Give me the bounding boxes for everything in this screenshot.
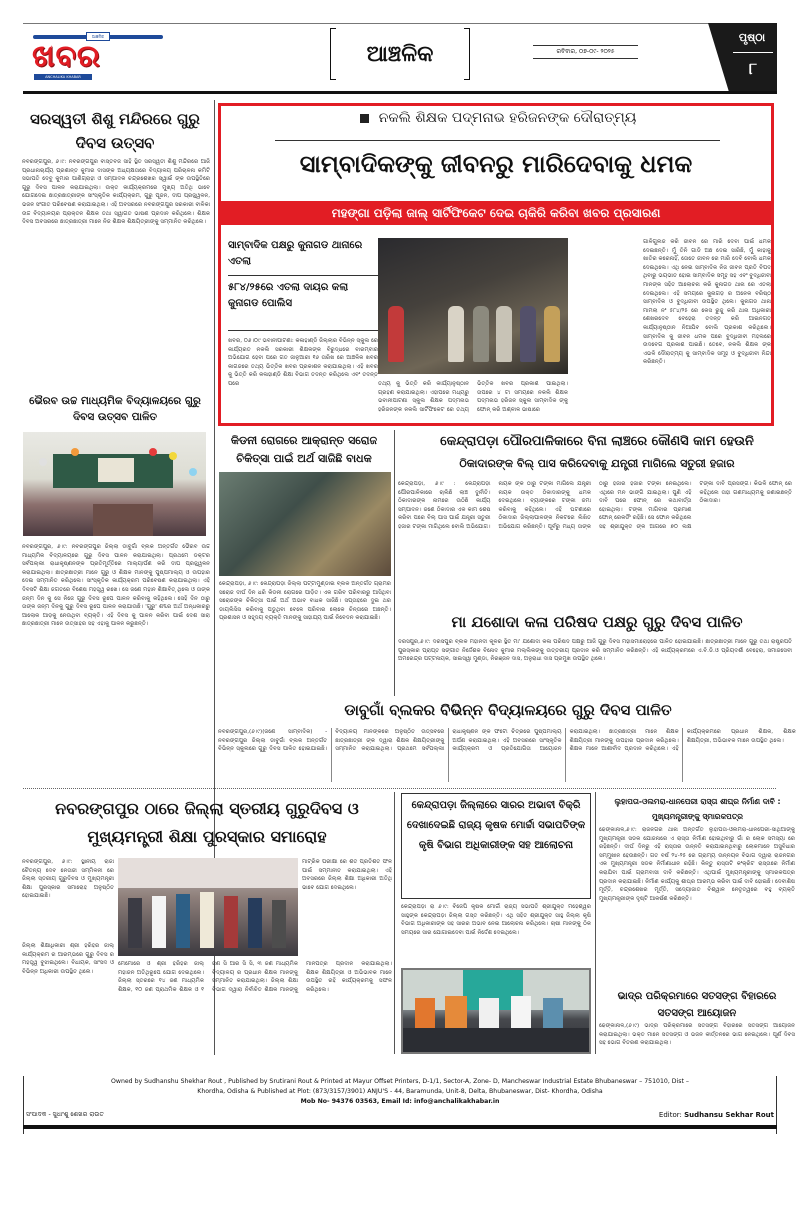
column-divider xyxy=(394,792,395,1054)
balloon xyxy=(169,452,177,460)
logo-wordmark: ଖବର xyxy=(32,39,101,74)
lead-kicker-text: ନକଲି ଶିକ୍ଷକ ପଦ୍ମନାଭ ହରିଜନଙ୍କ ଦୌରାତ୍ମ୍ୟ xyxy=(378,110,637,126)
article-body: ଢେଙ୍କାନାଳ,୬।୯: ରାଜନଗର ଥାନା ଅନ୍ତର୍ଗତ ଲୁହାପତା-ଓଲମରା-ଧାନପେରୀ-ସାଥିଆଙ୍କୁ ମୁଖ୍ୟମନ୍ତ୍ରୀ ସଡକ ଯୋଜନାରେ ଏ ରାସ୍ତା ନିର୍ମାଣ ହୋଇଥିବାରୁ ଗାଁ ର ଲୋକ ସମସ୍ୟା ରେ ରହିଛନ୍ତି। ଦୀର୍ଘ ଦିନରୁ ଏହି ରାସ୍ତାର ଉନ୍ନତି କରାଯାଇନଥିବାରୁ ଲୋକମାନେ ଅସୁବିଧାର ସମ୍ମୁଖୀନ ହେଉଛନ୍ତି। ଗତ ବର୍ଷ ୨୪-୨୫ ରେ ଗ୍ରାମ୍ୟ ଉନ୍ନୟନ ବିଭାଗ ଦ୍ୱାରା ରାଜନଗର ଏକ ମୁଖ୍ୟମନ୍ତ୍ରୀ ସଡକ ନିର୍ମାଣାଧୀନ ରହିଛି। କିନ୍ତୁ ରାସ୍ତାଟି କଂକ୍ରିଟ ରାସ୍ତାରେ ନିର୍ମାଣ କରାଯିବା ପାଇଁ ଗ୍ରାମବାସୀ ଦାବି କରିଛନ୍ତି। ଏଥିପାଇଁ ମୁଖ୍ୟମନ୍ତ୍ରୀଙ୍କୁ ସ୍ମାରକପତ୍ର ପ୍ରଦାନ କରାଯାଇଛି। ନିର୍ମାଣ କାର୍ଯ୍ୟକୁ ଶୀଘ୍ର ଆରମ୍ଭ କରିବା ପାଇଁ ଦାବି ହୋଇଛି। ଦେବାଶିଷ ମୂର୍ତ୍ତି, ଚନ୍ଦ୍ରଶେଖର ମୂର୍ତ୍ତି, ସଦ୍ୟୋଜାତ ବିଶ୍ୱାଳ ନେତୃତ୍ୱରେ ବହୁ ବ୍ୟକ୍ତି ମୁଖ୍ୟମନ୍ତ୍ରୀଙ୍କ ଦୃଷ୍ଟି ଆକର୍ଷଣ କରିଛନ୍ତି। xyxy=(599,827,795,902)
newspaper-logo[interactable] xyxy=(28,32,168,80)
person-figure xyxy=(176,894,190,948)
article-body: କେନ୍ଦ୍ରାପଡ଼ା, ୬।୯: କେନ୍ଦ୍ରାପଡ଼ା ଜିଲ୍ଲା ପଟ୍ଟାମୁଣ୍ଡାଇ ବ୍ଲକ ଅନ୍ତର୍ଗତ ଗ୍ରାମର ସରୋଜ ଦୀର୍ଘ ଦିନ ଧରି କିଡନୀ ରୋଗରେ ପୀଡ଼ିତ। ଏକ ଗରିବ ପରିବାରରୁ ଆସିଥିବା ସରୋଜଙ୍କ ଚିକିତ୍ସା ପାଇଁ ଅର୍ଥ ଅଭାବ ବାଧକ ସାଜିଛି। ସପ୍ତାହରେ ଦୁଇ ଥର ଡାୟଲିସିସ କରିବାକୁ ପଡୁଥିବା ବେଳେ ପରିବାର ଲୋକେ ଚିନ୍ତାରେ ଅଛନ୍ତି। ପ୍ରଶାସନ ଓ ସହୃଦୟ ବ୍ୟକ୍ତି ମାନଙ୍କୁ ସାହାଯ୍ୟ ପାଇଁ ନିବେଦନ କରାଯାଇଛି। xyxy=(219,581,391,622)
backdrop xyxy=(118,858,298,888)
table xyxy=(403,1028,589,1052)
balloon xyxy=(39,458,47,466)
section-divider xyxy=(23,788,777,789)
banner xyxy=(98,458,134,482)
person-figure xyxy=(479,998,499,1032)
person-figure xyxy=(520,306,536,362)
article-headline[interactable]: କେନ୍ଦ୍ରାପଡ଼ା ଜିଲ୍ଲାରେ ସାରର ଅଭାବୀ ବିକ୍ରି ଦେଖାଦେଇଛି ରାଜ୍ୟ କୃଷକ ମୋର୍ଚ୍ଚା ସଭାପତିଙ୍କ କୃଷି ବିଭାଗ ଅଧିକାରୀଙ୍କ ସହ ଆଲୋଚନା xyxy=(406,800,586,851)
masthead-bottom-rule xyxy=(23,91,777,94)
logo-tag: ଆଞ୍ଚଳିକ xyxy=(86,32,110,41)
article-headline[interactable]: କେନ୍ଦ୍ରାପଡ଼ା ପୌରପାଳିକାରେ ବିନା ଲାଞ୍ଚରେ କୌଣସି କାମ ହେଉନି xyxy=(440,434,754,449)
bullet-square-icon xyxy=(360,114,369,123)
page-number: ୮ xyxy=(748,59,758,78)
article-body: ଢେଙ୍କାନାଳ,(୬।୯) ଭାଦ୍ର ପରିକ୍ରମାରେ ସତସଙ୍ଗ ବିହାରରେ ସତସଙ୍ଗ ଆୟୋଜନ କରାଯାଇଥିଲା। ଭକ୍ତ ମାନେ ସତସଙ୍ଗ ଓ ଭଜନ କୀର୍ତ୍ତନରେ ଭାଗ ନେଇଥିଲେ। ପୂର୍ଣ ଦିବସ ସହ ଭୋଗ ବିତରଣ କରାଯାଇଥିଲା। xyxy=(599,1023,795,1047)
page-divider xyxy=(733,52,773,53)
lead-subhead: ସାମ୍ବାଦିକ ପକ୍ଷରୁ କୁନାଗଡ ଥାନାରେ ଏତଲା xyxy=(228,240,363,267)
section-bracket-right xyxy=(464,28,470,80)
lead-subhead: ୫୮୪/୨୫ରେ ଏତଲା ଦାୟର କଲା କୁନାଗଡ ପୋଲିସ xyxy=(228,282,349,309)
editor-name: Sudhansu Sekhar Rout xyxy=(684,1111,774,1119)
lead-body: ଖବର, ୦୬।୦୯ ଭବାନୀପାଟଣା: କଳାହାଣ୍ଡି ଜିଲ୍ଲାର ବିଭିନ୍ନ ସ୍କୁଲ ରେ କାର୍ଯ୍ୟରତ ନକଲି ସରକାରୀ ଶିକ୍ଷକଙ୍କ ବିରୁଦ୍ଧରେ ବାରମ୍ବାର ଅଭିଯୋଗ ହେବା ପରେ ଗତ ଜାନୁଆରୀ ୧୬ ତାରିଖ ରେ ଆଞ୍ଚଳିକ ଖବର କାଗଜରେ ତଥ୍ୟ ଭିତ୍ତିକ ଖବର ପ୍ରକାଶନ କରାଯାଇଥିଲା। ଏହି ଖବର କୁ ଭିତ୍ତି କରି କଳାହାଣ୍ଡି ଶିକ୍ଷା ବିଭାଗ ତଦନ୍ତ କରିଥିଲେ ଏବଂ ତଦନ୍ତ ପରେ xyxy=(228,338,378,387)
lead-photo-group xyxy=(378,238,568,374)
ceremony-illustration xyxy=(118,858,298,956)
article-headline[interactable]: ନବରଙ୍ଗପୁର ଠାରେ ଜିଲ୍ଲା ସ୍ତରୀୟ ଗୁରୁଦିବସ ଓ ମୁଖ୍ୟମନ୍ତ୍ରୀ ଶିକ୍ଷା ପୁରସ୍କାର ସମାରୋହ xyxy=(55,799,359,846)
lead-headline[interactable]: ସାମ୍ବାଦିକଙ୍କୁ ଜୀବନରୁ ମାରିଦେବାକୁ ଧମକ xyxy=(299,150,693,178)
imprint-line: Owned by Sudhanshu Shekhar Rout , Published by Srutirani Rout & Printed at Mayur Offset Printers, D-1/1, Sector-A, Zone- D, Mancheswar Industrial Estate Bhubaneswar – 751010, Dist – xyxy=(111,1078,689,1085)
person-figure xyxy=(511,996,531,1032)
subhead-rule xyxy=(228,330,378,331)
article-subhead: ଠିକାଦାରଙ୍କ ବିଲ୍ ପାସ କରିଦେବାକୁ ଯନ୍ତ୍ରୀ ମାଗିଲେ ସତୁରୀ ହଜାର xyxy=(459,457,735,470)
article-headline[interactable]: ଡାବୁଗାଁ ବ୍ଲକର ବିଭିନ୍ନ ବିଦ୍ୟାଳୟରେ ଗୁରୁ ଦିବସ ପାଳିତ xyxy=(344,701,672,719)
kicker-rule xyxy=(275,140,720,141)
article-body: ଜିଲ୍ଲା ଶିକ୍ଷାଧିକାରୀ ଶ୍ରୀ ହରିହର ଜାଲ୍ କାର୍ଯ୍ୟକ୍ରମ ର ଆରମ୍ଭରେ ଗୁରୁ ଦିବସ ର ମହତ୍ତ୍ୱ ବୁଝାଇଥିଲେ। ବିଧାୟକ, ସାଂସଦ ଓ ବିଭିନ୍ନ ଅଧିକାରୀ ଉପସ୍ଥିତ ଥିଲେ। xyxy=(22,943,114,975)
article-body: ମେମୋରେ ଓ ଶ୍ରୀ ହରିହର ଜାଲ୍ ମହାଜନ ଅତିଥିରୂପେ ଯୋଗ ଦେଇଥିଲେ। ଜିଲ୍ଲା ସ୍ତରରେ ୧୪ ଜଣ ମାଧ୍ୟମିକ ଶିକ୍ଷକ, ୧୦ ଜଣ ପ୍ରାଥମିକ ଶିକ୍ଷକ ଓ ୧ ଜଣ ସି ଆର ସି ସି, ୩ ଜଣ ମାଧ୍ୟମିକ ବିଦ୍ୟାଳୟ ର ପ୍ରଧାନ ଶିକ୍ଷକ ମାନଙ୍କୁ ସମ୍ମାନିତ କରାଯାଇଥିଲା। ଜିଲ୍ଲା ଶିକ୍ଷା ବିଭାଗ ଦ୍ୱାରା ନିର୍ବାଚିତ ଶିକ୍ଷକ ମାନଙ୍କୁ ମାନପତ୍ର ପ୍ରଦାନ କରାଯାଇଥିଲା। ଶିକ୍ଷକ ଶିକ୍ଷୟିତ୍ରୀ ଓ ଅଭିଭାବକ ମାନେ ଉପସ୍ଥିତ ରହି କାର୍ଯ୍ୟକ୍ରମକୁ ସଫଳ କରିଥିଲେ। xyxy=(118,961,392,993)
lead-body: ତଥ୍ୟ କୁ ଭିତ୍ତି କରି କାର୍ଯ୍ୟାନୁଷ୍ଠାନ ଗ୍ରହଣ କରାଯାଇଥିଲା। ଏହାପରେ ମଧ୍ୟରୁ ଭବାନୀପାଟଣା ସ୍କୁଲ ଶିକ୍ଷକ ପଦ୍ମନାଭ ହରିଜନଙ୍କ ନକଲି ସାର୍ଟିଫିକେଟ ରେ ତଥ୍ୟ ଭିତ୍ତିକ ଖବର ପ୍ରକାଶ ପାଇଥିଲା। ତାପରେ ୪ ଟା ସମୟରେ ନକଲି ଶିକ୍ଷକ ପଦ୍ମନାଭ ହରିଜନ ସ୍କୁଲ ସାମ୍ବାଦିକ ଙ୍କୁ ଫୋନ୍ କରି ଅଶ୍ଳୀଳ ଭାଷାରେ xyxy=(378,381,568,413)
lead-kicker xyxy=(228,110,768,134)
article-body: କେନ୍ଦ୍ରାପଡ଼ା, ୬।୯ : କେନ୍ଦ୍ରାପଡ଼ା ପୌରପାଳିକାରେ ଚାଲିଛି ଲାଞ୍ଚ ଦୁର୍ନୀତି। ଠିକାଦାରଙ୍କ ନାମରେ ଉଠିଛି କାର୍ଯ୍ୟ ସମ୍ପାଦନ। ଜଣେ ଠିକାଦାର ଏକ କାମ ଶେଷ କରିବା ପରେ ବିଲ୍ ପାସ ପାଇଁ ଯନ୍ତ୍ରୀ ସତୁରୀ ହଜାର ଟଙ୍କା ମାଗିଥିଲେ ବୋଲି ଅଭିଯୋଗ। ନାୟକ ଙ୍କ ଠାରୁ ଟଙ୍କା ମାଗିଲେ ଯନ୍ତ୍ରୀ ନାୟକ ଉକ୍ତ ଠିକାଦାରଙ୍କୁ ଧମକ ଦେଇଥିଲେ। ବ୍ୟାଙ୍କରେ ଟଙ୍କା ଜମା କରିବାକୁ କହିଥିଲେ। ଏହି ଘଟଣାରେ ଠିକାଦାର ଜିଲ୍ଲାପାଳଙ୍କ ନିକଟରେ ଲିଖିତ ଅଭିଯୋଗ କରିଛନ୍ତି। ପୂର୍ବରୁ ମଧ୍ୟ ତାଙ୍କ ଠାରୁ ହଜାର ହଜାର ଟଙ୍କା ନେଇଥିଲେ। ଏଥିରେ ମନ ଭାଙ୍ଗି ଯାଇଥିଲା। ପୁଣି ଏହି ଦାବି ପରେ ଫୋନ୍ ରେ କଥାବାର୍ତ୍ତା ହୋଇଥିଲା। ଟଙ୍କା ମାଗିବାର ପ୍ରମାଣ ଫୋନ୍ ରେକର୍ଡିଂ ରହିଛି। ସେ ଫୋନ କରିଥିଲେ ସହ ଶ୍ରୀଯୁକ୍ତ ଙ୍କ ଆଗରେ ୭୦ ଲକ୍ଷ ଟଙ୍କା ଦାବି ପ୍ରସଙ୍ଗ। କିଭଳି ଫୋନ୍ ରେ କହିଥିଲେ ତାହା ଗଣମାଧ୍ୟମକୁ ଜଣାଇଛନ୍ତି ଠିକାଦାର। xyxy=(398,481,792,530)
masthead-top-rule xyxy=(23,23,777,24)
page-label: ପୃଷ୍ଠା xyxy=(738,31,766,44)
article-photo-patient xyxy=(219,472,391,576)
column-divider xyxy=(595,792,596,1054)
article-body: ଦରସପୁର,୬।୯: ଦରସପୁର ବ୍ଲକ ମହାନଦୀ କୂଳର ସ୍ଥିତ ମା' ଯଶୋଦା କଳା ପରିଷଦ ପକ୍ଷରୁ ଆଜି ଗୁରୁ ଦିବସ ମହାସମାରୋହରେ ପାଳିତ ହୋଇଯାଇଛି। ଛାତ୍ରଛାତ୍ରୀ ମାନେ ଗୁରୁ ତଥା ରାଷ୍ଟ୍ରପତି ପୁରସ୍କାର ପ୍ରାପ୍ତ ସଙ୍ଗୀତ ନିର୍ଦ୍ଦେଶକ ବିନୋଦ କୁମାର ମଲ୍ଲିକଙ୍କୁ ଉତ୍ତରୀୟ ପ୍ରଦାନ କରି ସମ୍ମାନିତ କରିଛନ୍ତି। ଏହି କାର୍ଯ୍ୟକ୍ରମରେ ଏ.ବି.ଡି.ଓ ପ୍ରିୟଦର୍ଶୀ ବେହେରା, ସମାଜସେବୀ ଅମରେନ୍ଦ୍ର ପଟ୍ଟନାୟକ, ସାଇସ୍ୱା ମୁଣ୍ଡା, ନିରଞ୍ଜନ ଦାସ, ଅନୁରାଧା ଦାସ ପ୍ରମୁଖ ଉପସ୍ଥିତ ଥିଲେ। xyxy=(398,639,792,663)
footer-bottom-rule xyxy=(23,1125,777,1129)
article-headline[interactable]: ଭୈରବ ଉଚ୍ଚ ମାଧ୍ୟମିକ ବିଦ୍ୟାଳୟରେ ଗୁରୁ ଦିବସ ଉତ୍ସବ ପାଳିତ xyxy=(29,395,201,423)
person-figure xyxy=(473,306,489,362)
editor-credit xyxy=(560,1110,774,1120)
meeting-illustration xyxy=(403,970,589,1052)
person-figure xyxy=(152,896,166,948)
article-photo-award-ceremony xyxy=(118,858,298,956)
lead-body: ଗାଳିଗୁଲଜ କରି ଜୀବନ ରେ ମାରି ଦେବା ପାଇଁ ଧମକ ଦେଇଛନ୍ତି। ମୁଁ ତିନି ଗାଡି ଅଛ ଦେଇ ସାରିଛି, ମୁଁ କାହାକୁ ଖାତିର କରେନାହିଁ, ତୋତେ ଜୀବନ ରେ ମାରି ଦେବି ବୋଲି ଧମକ ଦେଇଥିଲେ। ଏଥି ନେଇ ସାମ୍ବାଦିକ ନିଜ ଜୀବନ ପ୍ରତି ବିପଦ ଥିବାରୁ ଭୟଭୀତ ହୋଇ ସାମ୍ବାଦିକ ସମୂହ ସହ ଏବଂ ବୁଦ୍ଧିଜୀବୀ ମାନଙ୍କ ସହିତ ଆଲୋଚନା କରି କୁନାଗଡ ଥାନା ରେ ଏତଲା ଦେଇଥିଲେ। ଏହି ସମୟରେ କୁନାଗଡ଼ ର ଅନେକ ବରିଷ୍ଠ ସାମ୍ବାଦିକ ଓ ବୁଦ୍ଧିଜୀବୀ ଉପସ୍ଥିତ ଥିଲେ। କୁନାଗଡ ଥାନା ମାମଲା ନଂ ୫୮୪/୨୫ ରେ କେସ ରୁଜୁ କରି ଥାନା ଅଧିକାରୀ ଶେଖରଦେବ ବେହେରା ତଦନ୍ତ କରି ଆଇନଗତ କାର୍ଯ୍ୟାନୁଷ୍ଠାନ ନିଆଯିବ ବୋଲି ପ୍ରକାଶ କରିଥିଲେ। ସାମ୍ବାଦିକ କୁ ଜୀବନ ଧମକ ପରେ ବୁଦ୍ଧିଜୀବୀ ମହଲରେ ଉଦବେଗ ପ୍ରକାଶ ପାଇଛି। ତେବେ, ନକଲି ଶିକ୍ଷକ ଙ୍କ ଏଭଳି ଦୌରାତ୍ମ୍ୟ କୁ ସାମ୍ବାଦିକ ସମୂହ ଓ ବୁଦ୍ଧିଜୀବୀ ନିନ୍ଦା କରିଛନ୍ତି। xyxy=(643,239,771,366)
person-figure xyxy=(200,892,214,948)
article-body: ନବରଙ୍ଗପୁର,(୬।୯)(ଜଣେ ସାମ୍ବାଦିକ) - ନବରଙ୍ଗପୁର ଜିଲ୍ଲା ଡାବୁଗାଁ ବ୍ଲକ ଅନ୍ତର୍ଗତ ବିଭିନ୍ନ ସ୍କୁଲରେ ଗୁରୁ ଦିବସ ପାଳିତ ହୋଇଯାଇଛି। ବିଦ୍ୟାଳୟ ମାନଙ୍କରେ ଅନୁଷ୍ଠିତ ଉତ୍ସବରେ ଛାତ୍ରଛାତ୍ରୀ ଙ୍କ ଦ୍ୱାରା ଶିକ୍ଷକ ଶିକ୍ଷୟିତ୍ରୀଙ୍କୁ ସମ୍ମାନିତ କରାଯାଇଥିଲା। ପ୍ରଥମେ ସର୍ବପଲ୍ଲୀ ରାଧାକୃଷ୍ଣନ ଙ୍କ ଫଟୋ ଚିତ୍ରରେ ପୁଷ୍ପମାଲ୍ୟ ଅର୍ପଣ କରାଯାଇଥିଲା। ଏହି ଅବସରରେ ସାଂସ୍କୃତିକ କାର୍ଯ୍ୟକ୍ରମ ଓ ପ୍ରତିଯୋଗିତା ଆୟୋଜନ କରାଯାଇଥିଲା। ଛାତ୍ରଛାତ୍ରୀ ମାନେ ଶିକ୍ଷକ ଶିକ୍ଷୟିତ୍ରୀ ମାନଙ୍କୁ ଉପହାର ପ୍ରଦାନ କରିଥିଲେ। ଶିକ୍ଷକ ମାନେ ଆଶୀର୍ବାଦ ପ୍ରଦାନ କରିଥିଲେ। ଏହି କାର୍ଯ୍ୟକ୍ରମରେ ପ୍ରଧାନ ଶିକ୍ଷକ, ଶିକ୍ଷକ ଶିକ୍ଷୟିତ୍ରୀ, ଅଭିଭାବକ ମାନେ ଉପସ୍ଥିତ ଥିଲେ। xyxy=(218,729,796,753)
article-headline[interactable]: ସରସ୍ୱତୀ ଶିଶୁ ମନ୍ଦିରରେ ଗୁରୁ ଦିବସ ଉତ୍ସବ xyxy=(30,110,200,152)
article-body: ନବରଙ୍ଗପୁର, ୬।୯: ନବରଙ୍ଗପୁର ଜିଲ୍ଲା ଡାବୁଗାଁ ବ୍ଲକ ଅନ୍ତର୍ଗତ ଭୈରବ ଉଚ୍ଚ ମାଧ୍ୟମିକ ବିଦ୍ୟାଳୟରେ ଗୁରୁ ଦିବସ ପାଳନ କରାଯାଇଥିଲା। ପ୍ରଥମେ ଡକ୍ଟର ସର୍ବପଲ୍ଲୀ ରାଧାକୃଷ୍ଣନଙ୍କ ପ୍ରତିମୂର୍ତ୍ତିରେ ମାଲ୍ୟାର୍ପଣ କରି ଦୀପ ପ୍ରଜ୍ଜ୍ୱଳନ କରାଯାଇଥିଲା। ଛାତ୍ରଛାତ୍ରୀ ମାନେ ଗୁରୁ ଓ ଶିକ୍ଷକ ମାନଙ୍କୁ ପୁଷ୍ପମାଲ୍ୟ ଓ ଉପହାର ଦେଇ ସମ୍ମାନିତ କରିଥିଲେ। ସାଂସ୍କୃତିକ କାର୍ଯ୍ୟକ୍ରମ ପରିବେଷଣ କରାଯାଇଥିଲା। ଏହି ଦିବସଟି ଶିକ୍ଷା ଜଗତରେ ବିଶେଷ ମହତ୍ତ୍ୱ ରଖେ। ସେ ଜଣେ ମହାନ ଶିକ୍ଷାବିତ୍ ଥିଲେ ଓ ତାଙ୍କ ଜନ୍ମ ଦିନ କୁ ସେ ନିଜେ ଗୁରୁ ଦିବସ ରୂପେ ପାଳନ କରିବାକୁ କହିଥିଲେ। ସେହି ଦିନ ଠାରୁ ତାଙ୍କ ଜନ୍ମ ଦିନକୁ ଗୁରୁ ଦିବସ ରୂପେ ପାଳନ କରାଯାଉଛି। 'ଗୁରୁ' ଶବ୍ଦର ଅର୍ଥ ଅନ୍ଧକାରରୁ ଆଲୋକ ଆଡ଼କୁ ନେଉଥିବା ବ୍ୟକ୍ତି। ଏହି ଦିବସ କୁ ପାଳନ କରିବା ପାଇଁ ଦେଶ ସାରା ଛାତ୍ରଛାତ୍ରୀ ମାନେ ଉତ୍ସାହର ସହ ଏହାକୁ ପାଳନ କରୁଛନ୍ତି। xyxy=(22,544,210,628)
article-body: ନବରଙ୍ଗପୁର, ୬।୯: ସ୍ଥାନୀୟ ରାଜା ଚୈତନ୍ୟ ଦେବ ନେତାଜୀ ସମ୍ମିଳନୀ ରେ ଜିଲ୍ଲା ସ୍ତରୀୟ ଗୁରୁଦିବସ ଓ ମୁଖ୍ୟମନ୍ତ୍ରୀ ଶିକ୍ଷା ପୁରସ୍କାର ସମାରୋହ ଅନୁଷ୍ଠିତ ହୋଇଯାଇଛି। xyxy=(22,859,114,900)
article-headline[interactable]: ମା ଯଶୋଦା କଳା ପରିଷଦ ପକ୍ଷରୁ ଗୁରୁ ଦିବସ ପାଳିତ xyxy=(451,613,743,631)
person-figure xyxy=(272,900,286,948)
article-body: ମାଟ୍ରିକ ପରୀକ୍ଷା ରେ ଶତ ପ୍ରତିଶତ ଫଳ ପାଇଁ ସମ୍ମାନୀତ କରାଯାଇଥିଲା। ଏହି ଅବସରରେ ଜିଲ୍ଲା ଶିକ୍ଷା ଅଧିକାରୀ ଅତିଥି ଭାବେ ଯୋଗ ଦେଇଥିଲେ। xyxy=(302,859,392,891)
person-figure xyxy=(496,306,512,362)
person-figure xyxy=(543,998,563,1032)
person-figure xyxy=(224,896,238,948)
classroom-illustration xyxy=(23,432,206,536)
article-headline[interactable]: କିଡନୀ ରୋଗରେ ଆକ୍ରାନ୍ତ ସରୋଜ ଚିକିତ୍ସା ପାଇଁ ଅର୍ଥ ସାଜିଛି ବାଧକ xyxy=(230,434,378,465)
balloon xyxy=(149,448,157,456)
article-body: ନବରଙ୍ଗପୁର, ୬।୯: ନବରଙ୍ଗପୁର ବାସ୍ତବଜ ସାହି ସ୍ଥିତ ସରସ୍ୱତୀ ଶିଶୁ ମନ୍ଦିରରେ ଆଜି ପ୍ରଧାନାଚାର୍ଯ୍ୟ ପ୍ରଶାନ୍ତ କୁମାର ଦାସଙ୍କ ଅଧ୍ୟକ୍ଷତାରେ ବିଦ୍ୟାଳୟ ପରିଚାଳନା କମିଟି ସଭାପତି ଦେବୁ କୁମାର ପାଣିଗ୍ରାହୀ ଓ ସମ୍ପାଦକ ଚନ୍ଦ୍ରଶେଖର ସ୍ୱାଇଁ ଙ୍କ ଉପସ୍ଥିତିରେ ଗୁରୁ ଦିବସ ପାଳନ କରାଯାଇଥିଲା। ଉକ୍ତ କାର୍ଯ୍ୟକ୍ରମରେ ମୁଖ୍ୟ ଅତିଥି ଭାବେ ଯୋଗଦେଇ ଛାତ୍ରଛାତ୍ରୀଙ୍କ ସାଂସ୍କୃତିକ କାର୍ଯ୍ୟକ୍ରମ, ଗୁରୁ ପୂଜନ, ଦୀପ ପ୍ରଜ୍ଜ୍ୱଳନ, ଭଜନ ସଂଗୀତ ପରିବେଷଣ କରାଯାଇଥିଲା। ଏହି ଅବସରରେ ନବରଙ୍ଗପୁର ସରକାରୀ ବାଳିକା ଉଚ୍ଚ ବିଦ୍ୟାଳୟର ପ୍ରାକ୍ତନ ଶିକ୍ଷକ ତଥା ସ୍ୱାଗତ ଭାଷଣ ପ୍ରଦାନ କରିଥିଲେ। ଶିକ୍ଷକ ଦିବସ ଅବସରରେ ଛାତ୍ରଛାତ୍ରୀ ମାନେ ନିଜ ଶିକ୍ଷକ ଶିକ୍ଷୟିତ୍ରୀଙ୍କୁ ସମ୍ମାନିତ କରିଥିଲେ। xyxy=(22,159,210,226)
article-photo-meeting xyxy=(401,968,591,1054)
person-figure xyxy=(448,306,464,362)
column-divider xyxy=(394,430,395,696)
issue-date: ରବିବାର, ୦୭-୦୯- ୨୦୨୫ xyxy=(533,45,638,59)
person-figure xyxy=(415,998,435,1032)
article-body: କେନ୍ଦ୍ରାପଡ଼ା ରା ୬।୯: ବିଜେପି କୃଷକ ମୋର୍ଚ୍ଚା ରାଜ୍ୟ ସଭାପତି ଶ୍ରୀଯୁକ୍ତ ମହେଶ୍ୱର ସାହୁଙ୍କ କେନ୍ଦ୍ରାପଡ଼ା ଜିଲ୍ଲା ଗସ୍ତ କରିଛନ୍ତି। ଏଥି ସହିତ ଶ୍ରୀଯୁକ୍ତ ସାହୁ ଜିଲ୍ଲା କୃଷି ବିଭାଗ ଅଧିକାରୀଙ୍କ ସହ ସାରର ଅଭାବ ନେଇ ଆଲୋଚନା କରିଥିଲେ। ଚାଷୀ ମାନଙ୍କୁ ଠିକ ସମୟରେ ସାର ଯୋଗାଇଦେବା ପାଇଁ ନିର୍ଦ୍ଦେଶ ଦେଇଥିଲେ। xyxy=(401,904,591,936)
imprint-contact[interactable]: Mob No- 94376 03563, Email Id: info@anchalikakhabar.in xyxy=(300,1098,500,1105)
person-figure xyxy=(544,306,560,362)
imprint-line: Khordha, Odisha & Published at Plot: (873/3157/3901) ANJU'S - 44, Baramunda, Unit-8, Delta, Bhubaneswar, Dist- Khordha, Odisha xyxy=(197,1088,603,1095)
article-photo-classroom xyxy=(23,432,206,536)
balloon xyxy=(71,448,79,456)
editor-label: Editor: xyxy=(658,1111,685,1119)
article-headline[interactable]: ଭାଦ୍ର ପରିକ୍ରମାରେ ସତସଙ୍ଗ ବିହାରରେ ସତସଙ୍ଗ ଆୟୋଜନ xyxy=(617,991,777,1019)
lead-strap: ମହଙ୍ଗା ପଡ଼ିଲା ଜାଲ୍ ସାର୍ଟିଫିକେଟ ଦେଇ ଚାକିରି କରିବା ଖବର ପ୍ରସାରଣ xyxy=(331,206,661,220)
table xyxy=(93,504,153,536)
subhead-rule xyxy=(228,275,378,276)
editor-odia: ସଂପାଦକ - ସୁଧାଂଶୁ ଶେଖର ରାଉତ xyxy=(26,1111,104,1118)
person-figure xyxy=(445,996,467,1032)
person-figure xyxy=(128,898,142,948)
logo-subtitle: ANCHALIKA KHABAR xyxy=(34,74,92,80)
person-figure xyxy=(248,898,262,948)
balloon xyxy=(189,468,197,476)
section-title: ଆଞ୍ଚଳିକ xyxy=(366,42,434,67)
article-headline[interactable]: ଲୁହାପତା-ଓଲମରା-ଧାନପେରୀ ରାସ୍ତା ଶୀଘ୍ର ନିର୍ମାଣ ଦାବି : ମୁଖ୍ୟମନ୍ତ୍ରୀଙ୍କୁ ସ୍ମାରକପତ୍ର xyxy=(614,797,781,821)
person-figure xyxy=(388,306,404,362)
